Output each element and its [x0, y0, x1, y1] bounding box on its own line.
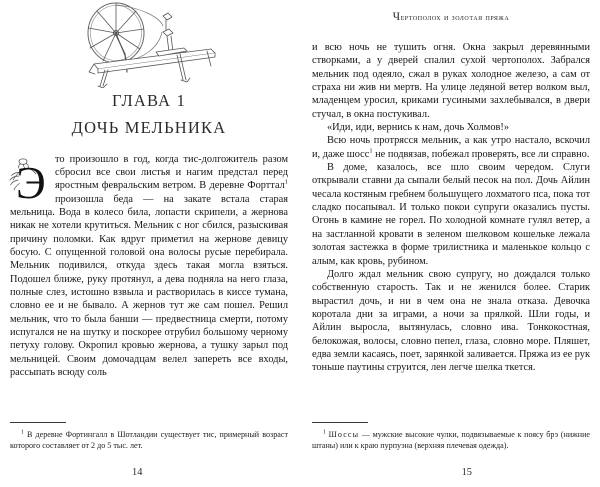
paragraph [312, 161, 590, 268]
right-page [300, 0, 600, 487]
paragraph-text: Долго ждал мельник свою супругу, но дождался только собственную старость. Так и не женился более. Старик вырастил дочь, и ни в чем она не знала отказа. Девочка коротала дни за играми, а ночи за прялкой. Шли годы, и Айлин выросла, вытянулась, словно ива. Тонкокостная, белокожая, волосы, словно пепел, глаза, словно море. Пляшет, едва земли касаясь, поет, зарянкой заливается. Пряжа из ее рук тоньше паутины струится, лен легче шелка ткется. [312, 268, 590, 374]
paragraph [312, 134, 590, 161]
paragraph-text: «Иди, иди, вернись к нам, дочь Холмов!» [327, 122, 510, 134]
footnote-marker: 1 [323, 429, 326, 436]
paragraph-text: Всю ночь протрясся мельник, а как утро настало, вскочил и, даже шосс [312, 135, 590, 160]
right-footnote [300, 422, 600, 451]
paragraph-text: и всю ночь не тушить огня. Окна закрыл деревянными створками, а у дверей спалил сухой чертополох. Забрался мельник под одеяло, сжал в руках холодное железо, а сам от страха ни жив ни мертв. На улице ледяной ветер волком выл, младенцем уросил, криками гусиными захлебывался, в двери стучал, в окна постукивал. [312, 42, 590, 120]
paragraph-text: В доме, казалось, все шло своим чередом. Слуги открывали ставни да сыпали белый песок на пол. Дочь Айлин чесала костяным гребнем большущего лохматого пса, пока тот сладко посапывал. И только покои супруги оказались пусты. Огонь в камине не горел. По холодной комнате гулял ветер, а на застланной кровати в зеленом шелковом кошельке лежала золотая застежка в форме трилистника и маленькое кольцо с алым, как кровь, рубином. [312, 162, 590, 267]
running-head [312, 11, 590, 23]
paragraph [312, 41, 590, 121]
footnote-body [10, 430, 288, 451]
running-head-rest: ертополох и золотая пряжа [400, 12, 510, 22]
running-head-initial: Ч [392, 11, 401, 23]
paragraph-text-cont: произошла беда — на закате встала старая мельница. Вода в колесо била, лопасти скрипели, а жернова никак не хотели крутиться. Мельник с ног сбился, разыскивая причину поломки. Как вдруг приметил на жернове девицу босую. С опущенной головой она волосы русые перебирала. Мельник подивился, откуда здесь такая могла взяться. Подошел ближе, руку протянул, а дева подняла на него глаза, полные слез, истошно взвыла и растворилась в киссе тумана, словно ее и не бывало. А жернов тут же сам пошел. Решил мельник, что то была банши — предвестница смерти, потому испугался не на шутку и поскорее отрубил большому черному петуху голову. Окропил кровью жернова, а тушку зарыл под мельницей. Своим домочадцам велел запереть все входы, рассыпать всюду соль [10, 193, 288, 379]
footnote-text: В деревне Фортингалл в Шотландии существует тис, примерный возраст которого составляет от 2 до 5 тыс. лет. [10, 430, 288, 450]
footnote-body [312, 430, 590, 451]
paragraph-text-cont: не подвязав, побежал проверять, все ли справно. [372, 148, 590, 160]
opening-paragraph-block [10, 153, 288, 380]
chapter-heading [10, 90, 288, 139]
right-page-body [312, 41, 590, 375]
page-number-left: 14 [132, 467, 143, 478]
chapter-number: ГЛАВА 1 [111, 91, 187, 110]
paragraph-text: то произошло в год, когда тис-долгожитель разом сбросил все свои листья и нагим предстал перед яростным февральским ветром. В деревне Форттал [55, 153, 288, 192]
footnote-text: — мужские высокие чулки, подвязываемые к поясу брэ (нижние штаны) или к краю пурпуэна (верхняя плечевая одежда). [312, 430, 590, 450]
footnote-rule [10, 422, 66, 423]
left-page-body [10, 153, 288, 380]
footnote-marker: 1 [21, 429, 24, 436]
footnote-rule [312, 422, 368, 423]
page-number-right: 15 [461, 467, 472, 478]
footnote-term: Шоссы [328, 430, 360, 439]
paragraph [312, 268, 590, 375]
paragraph [312, 121, 590, 134]
footnote-reference[interactable]: 1 [284, 178, 288, 186]
footnote-reference[interactable]: 1 [369, 147, 373, 155]
svg-text:Э: Э [16, 157, 46, 203]
left-footnote [0, 422, 300, 451]
drop-cap-with-thistle-ornament [8, 155, 54, 203]
spinning-wheel-illustration [10, 0, 288, 88]
chapter-title: ДОЧЬ МЕЛЬНИКА [71, 117, 227, 137]
